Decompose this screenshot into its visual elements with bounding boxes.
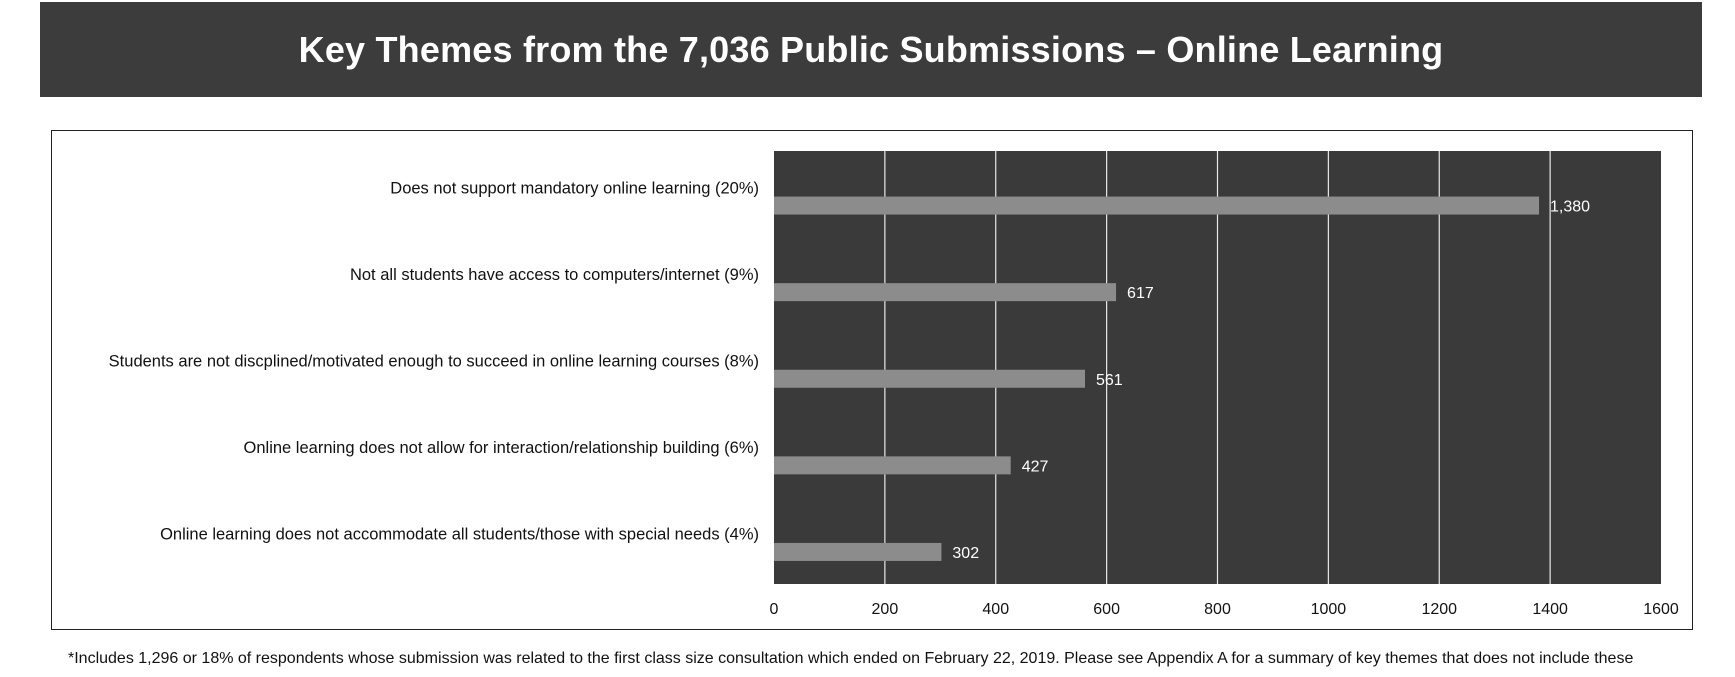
data-label: 427 <box>1021 458 1049 476</box>
x-tick-label: 1000 <box>1310 601 1347 618</box>
category-label: Online learning does not allow for interaction/relationship building (6%) <box>243 439 759 458</box>
x-tick-label: 1200 <box>1421 601 1458 618</box>
bar <box>774 283 1116 301</box>
x-tick-label: 1600 <box>1643 601 1679 618</box>
bar <box>774 370 1085 388</box>
data-label: 302 <box>952 544 980 562</box>
x-tick-label: 400 <box>982 601 1010 618</box>
chart-frame <box>51 130 1693 630</box>
bar <box>774 543 941 561</box>
bar <box>774 197 1539 215</box>
page-title: Key Themes from the 7,036 Public Submissions – Online Learning <box>298 28 1444 70</box>
x-tick-label: 1400 <box>1532 601 1568 618</box>
category-label: Online learning does not accommodate all students/those with special needs (4%) <box>160 525 759 544</box>
footnote: *Includes 1,296 or 18% of respondents whose submission was related to the first class size consultation which ended on February 22, 2019. Please see Appendix A for a summary of key themes that does not include these <box>68 650 1634 667</box>
x-tick-label: 600 <box>1093 601 1120 618</box>
bar-chart <box>52 131 1694 631</box>
bar <box>774 456 1011 474</box>
x-tick-label: 800 <box>1204 601 1231 618</box>
category-label: Not all students have access to computers/internet (9%) <box>349 265 759 284</box>
x-tick-label: 200 <box>871 601 899 618</box>
category-label: Does not support mandatory online learning (20%) <box>390 179 759 198</box>
title-banner <box>40 2 1702 97</box>
data-label: 561 <box>1096 371 1123 389</box>
data-label: 617 <box>1127 285 1154 303</box>
data-label: 1,380 <box>1550 198 1591 216</box>
x-tick-label: 0 <box>769 601 779 618</box>
category-label: Students are not discplined/motivated enough to succeed in online learning courses (8%) <box>108 352 759 371</box>
